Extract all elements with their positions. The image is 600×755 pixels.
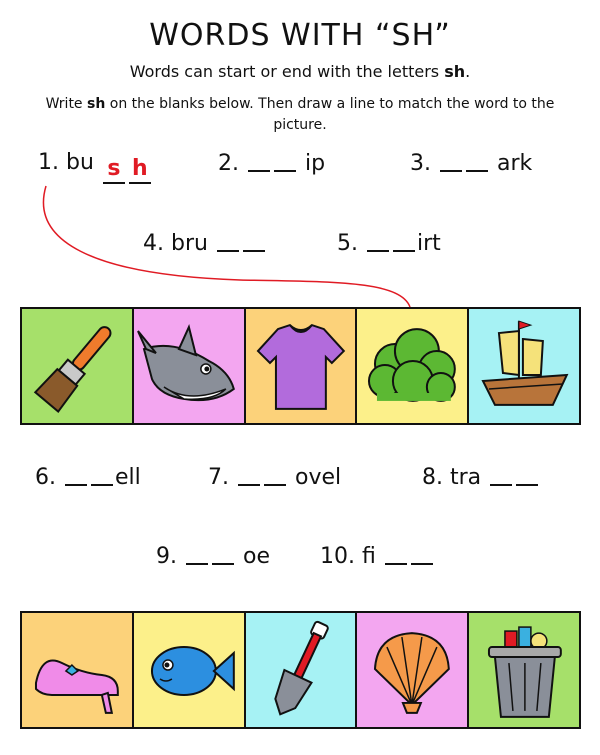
shell-picture[interactable] bbox=[357, 613, 469, 727]
answer-blank[interactable] bbox=[248, 150, 270, 172]
word-9: 9. oe bbox=[156, 544, 270, 569]
fish-picture[interactable] bbox=[134, 613, 246, 727]
answer-blank[interactable] bbox=[393, 230, 415, 252]
answer-blank[interactable] bbox=[243, 230, 265, 252]
word-10: 10. fi bbox=[320, 543, 435, 569]
paintbrush-icon bbox=[22, 309, 132, 423]
trash-picture[interactable] bbox=[469, 613, 579, 727]
answer-blank[interactable] bbox=[516, 464, 538, 486]
word-7: 7. ovel bbox=[208, 465, 342, 490]
answer-blank[interactable] bbox=[212, 543, 234, 565]
word-2: 2. ip bbox=[218, 151, 326, 176]
picture-strip-top bbox=[20, 307, 581, 425]
word-8: 8. tra bbox=[422, 464, 540, 490]
shovel-icon bbox=[246, 613, 356, 727]
shoe-picture[interactable] bbox=[22, 613, 134, 727]
answer-blank[interactable] bbox=[385, 543, 407, 565]
word-3: 3. ark bbox=[410, 151, 533, 176]
shoe-icon bbox=[22, 613, 132, 727]
answer-blank[interactable] bbox=[65, 464, 87, 486]
bush-picture[interactable] bbox=[357, 309, 469, 423]
answer-blank[interactable] bbox=[186, 543, 208, 565]
word-5: 5. irt bbox=[337, 231, 441, 256]
word-1: 1. bu s h bbox=[38, 150, 153, 184]
subtitle: Words can start or end with the letters sh. bbox=[129, 62, 471, 81]
answer-blank[interactable] bbox=[367, 230, 389, 252]
answer-blank[interactable]: h bbox=[129, 156, 151, 184]
fish-icon bbox=[134, 613, 244, 727]
answer-blank[interactable]: s bbox=[103, 156, 125, 184]
bush-icon bbox=[357, 309, 467, 423]
answer-blank[interactable] bbox=[490, 464, 512, 486]
answer-blank[interactable] bbox=[91, 464, 113, 486]
trash-icon bbox=[469, 613, 579, 727]
word-4: 4. bru bbox=[143, 230, 267, 256]
answer-blank[interactable] bbox=[264, 464, 286, 486]
ship-picture[interactable] bbox=[469, 309, 579, 423]
shovel-picture[interactable] bbox=[246, 613, 358, 727]
shirt-icon bbox=[246, 309, 356, 423]
answer-blank[interactable] bbox=[440, 150, 462, 172]
shark-icon bbox=[134, 309, 244, 423]
shell-icon bbox=[357, 613, 467, 727]
answer-blank[interactable] bbox=[466, 150, 488, 172]
answer-blank[interactable] bbox=[238, 464, 260, 486]
answer-blank[interactable] bbox=[274, 150, 296, 172]
shirt-picture[interactable] bbox=[246, 309, 358, 423]
shark-picture[interactable] bbox=[134, 309, 246, 423]
answer-blank[interactable] bbox=[411, 543, 433, 565]
instructions: Write sh on the blanks below. Then draw a line to match the word to the picture. bbox=[45, 96, 555, 133]
word-6: 6. ell bbox=[35, 465, 141, 490]
paintbrush-picture[interactable] bbox=[22, 309, 134, 423]
ship-icon bbox=[469, 309, 579, 423]
page-title: WORDS WITH “SH” bbox=[149, 18, 451, 53]
picture-strip-bottom bbox=[20, 611, 581, 729]
answer-blank[interactable] bbox=[217, 230, 239, 252]
